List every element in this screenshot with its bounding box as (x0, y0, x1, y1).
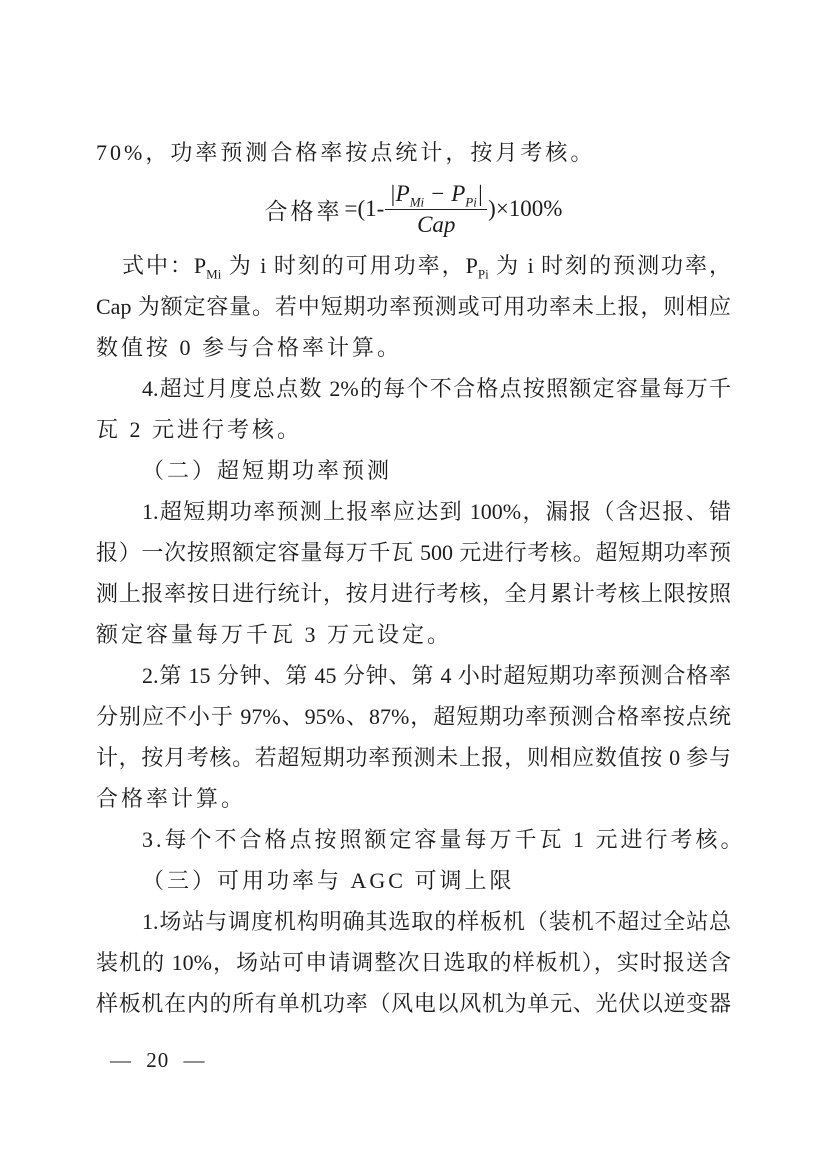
p-mi-subscript: Mi (409, 194, 425, 210)
qualification-rate-formula-block (96, 173, 731, 245)
body-text-line: 样板机在内的所有单机功率（风电以风机为单元、光伏以逆变器 (96, 991, 731, 1016)
body-text-line: Cap 为额定容量。若中短期功率预测或可用功率未上报，则相应 (96, 294, 731, 319)
qualification-rate-formula (265, 181, 563, 237)
abs-bar-left: | (389, 181, 396, 207)
formula-denominator: Cap (417, 211, 456, 237)
document-body (96, 132, 746, 1024)
formula-lhs: 合格率 (264, 198, 343, 224)
body-text-line: 1.场站与调度机构明确其选取的样板机（装机不超过全站总 (142, 909, 731, 934)
body-text-line: 70%，功率预测合格率按点统计，按月考核。 (96, 140, 596, 165)
body-text-line: 报）一次按照额定容量每万千瓦 500 元进行考核。超短期功率预 (96, 540, 731, 565)
text-segment: 为 i 时刻的预测功率， (488, 253, 731, 278)
minus-sign: − (424, 181, 452, 207)
abs-bar-right: | (476, 181, 484, 207)
formula-numerator (385, 181, 487, 209)
section-heading: （二）超短期功率预测 (142, 458, 393, 483)
body-text-line: 3.每个不合格点按照额定容量每万千瓦 1 元进行考核。 (142, 827, 746, 852)
formula-equals-open: =(1- (344, 196, 385, 221)
body-text-line: 数值按 0 参与合格率计算。 (96, 335, 403, 360)
formula-close: )×100% (488, 196, 563, 221)
p-pi-subscript: Pi (465, 194, 477, 210)
body-text-line: 2.第 15 分钟、第 45 分钟、第 4 小时超短期功率预测合格率 (142, 663, 731, 688)
p-pi-symbol: P (451, 181, 466, 207)
body-text-line: 4.超过月度总点数 2%的每个不合格点按照额定容量每万千 (142, 376, 731, 401)
text-segment: 式中：P (122, 253, 207, 278)
body-text-line: 1.超短期功率预测上报率应达到 100%，漏报（含迟报、错 (142, 499, 731, 524)
body-text-line: 计，按月考核。若超短期功率预测未上报，则相应数值按 0 参与 (96, 745, 731, 770)
p-pi-subscript: Pi (477, 266, 489, 282)
body-text-line: 额定容量每万千瓦 3 万元设定。 (96, 622, 453, 647)
body-text-line: 装机的 10%，场站可申请调整次日选取的样板机），实时报送含 (96, 950, 731, 975)
page-number: — 20 — (110, 1048, 206, 1072)
body-text-line: 测上报率按日进行统计，按月进行考核，全月累计考核上限按照 (96, 581, 731, 606)
section-heading: （三）可用功率与 AGC 可调上限 (142, 868, 515, 893)
body-text-line: 瓦 2 元进行考核。 (96, 417, 303, 442)
body-text-line: 合格率计算。 (96, 786, 247, 811)
formula-fraction (385, 181, 487, 237)
p-mi-symbol: P (395, 181, 410, 207)
text-segment: 为 i 时刻的可用功率，P (221, 253, 478, 278)
body-text-line (96, 245, 731, 286)
p-mi-subscript: Mi (206, 266, 222, 282)
body-text-line: 分别应不小于 97%、95%、87%，超短期功率预测合格率按点统 (96, 704, 731, 729)
